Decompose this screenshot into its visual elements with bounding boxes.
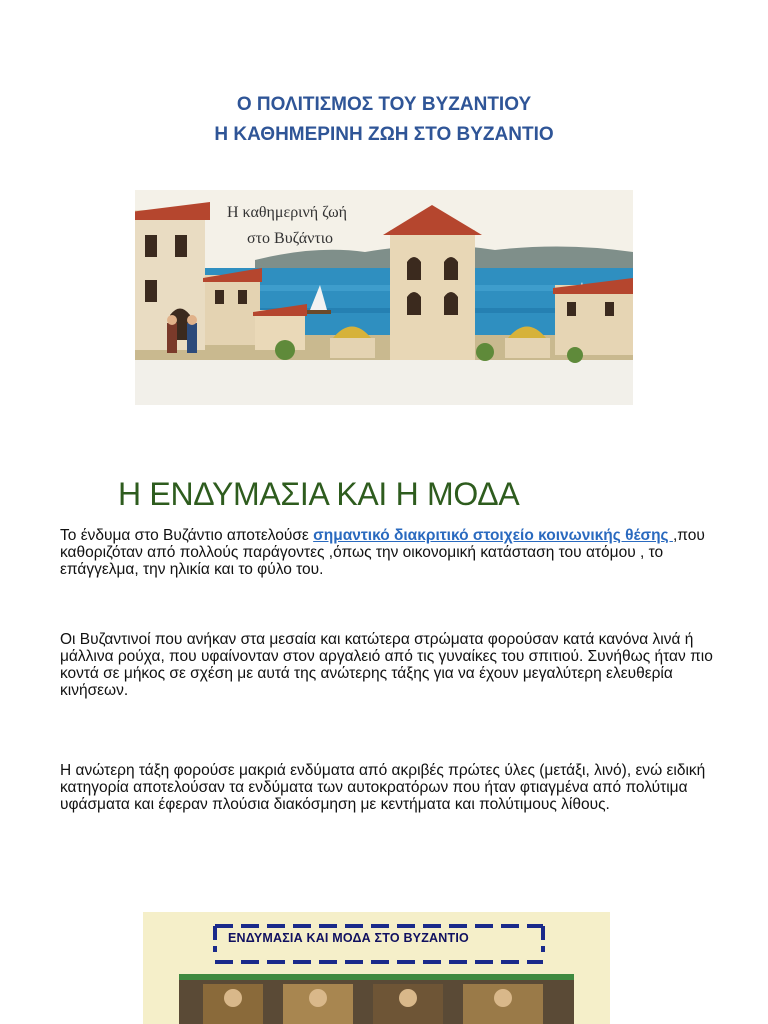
- paragraph-3: Η ανώτερη τάξη φορούσε μακριά ενδύματα από ακριβές πρώτες ύλες (μετάξι, λινό), ενώ ειδική κατηγορία αποτελούσαν τα ενδύματα των αυτοκρατόρων που ήταν φτιαγμένα από πολύτιμα υφάσματα και έφεραν πλούσια διακόσμηση με κεντήματα και πολύτιμους λίθους.: [60, 762, 706, 813]
- banner-illustration: [135, 190, 633, 405]
- social-status-link[interactable]: σημαντικό διακριτικό στοιχείο κοινωνικής θέσης: [313, 527, 673, 544]
- title-line-2: Η ΚΑΘΗΜΕΡΙΝΗ ΖΩΗ ΣΤΟ ΒΥΖΑΝΤΙΟ: [214, 124, 554, 145]
- paragraph-2: Οι Βυζαντινοί που ανήκαν στα μεσαία και κατώτερα στρώματα φορούσαν κατά κανόνα λινά ή μάλλινα ρούχα, που υφαίνονταν στον αργαλειό από τις γυναίκες του σπιτιού. Συνήθως ήταν πιο κοντά σε μήκος σε σχέση με αυτά της ανώτερης τάξης για να έχουν μεγαλύτερη ελευθερία κινήσεων.: [60, 631, 713, 699]
- fashion-image: [143, 912, 610, 1024]
- section-heading: Η ΕΝΔΥΜΑΣΙΑ ΚΑΙ Η ΜΟΔΑ: [118, 476, 520, 512]
- paragraph-1: [60, 527, 720, 578]
- paragraph-1-end: ,που καθοριζόταν από πολλούς παράγοντες ,όπως την οικονομική κατάσταση του ατόμου , το επάγγελμα, την ηλικία και το φύλο του.: [60, 527, 705, 578]
- banner-caption-line-2: στο Βυζάντιο: [247, 230, 334, 247]
- banner-caption-line-1: Η καθημερινή ζωή: [227, 204, 348, 221]
- byzantine-town-illustration: [135, 190, 633, 405]
- paragraph-1-start: Το ένδυμα στο Βυζάντιο αποτελούσε: [60, 527, 314, 544]
- title-line-1: Ο ΠΟΛΙΤΙΣΜΟΣ ΤΟΥ ΒΥΖΑΝΤΙΟΥ: [236, 94, 532, 115]
- fashion-mosaic-illustration: [143, 912, 610, 1024]
- fashion-image-label: ΕΝΔΥΜΑΣΙΑ ΚΑΙ ΜΟΔΑ ΣΤΟ ΒΥΖΑΝΤΙΟ: [228, 931, 469, 945]
- document-title: [0, 90, 768, 150]
